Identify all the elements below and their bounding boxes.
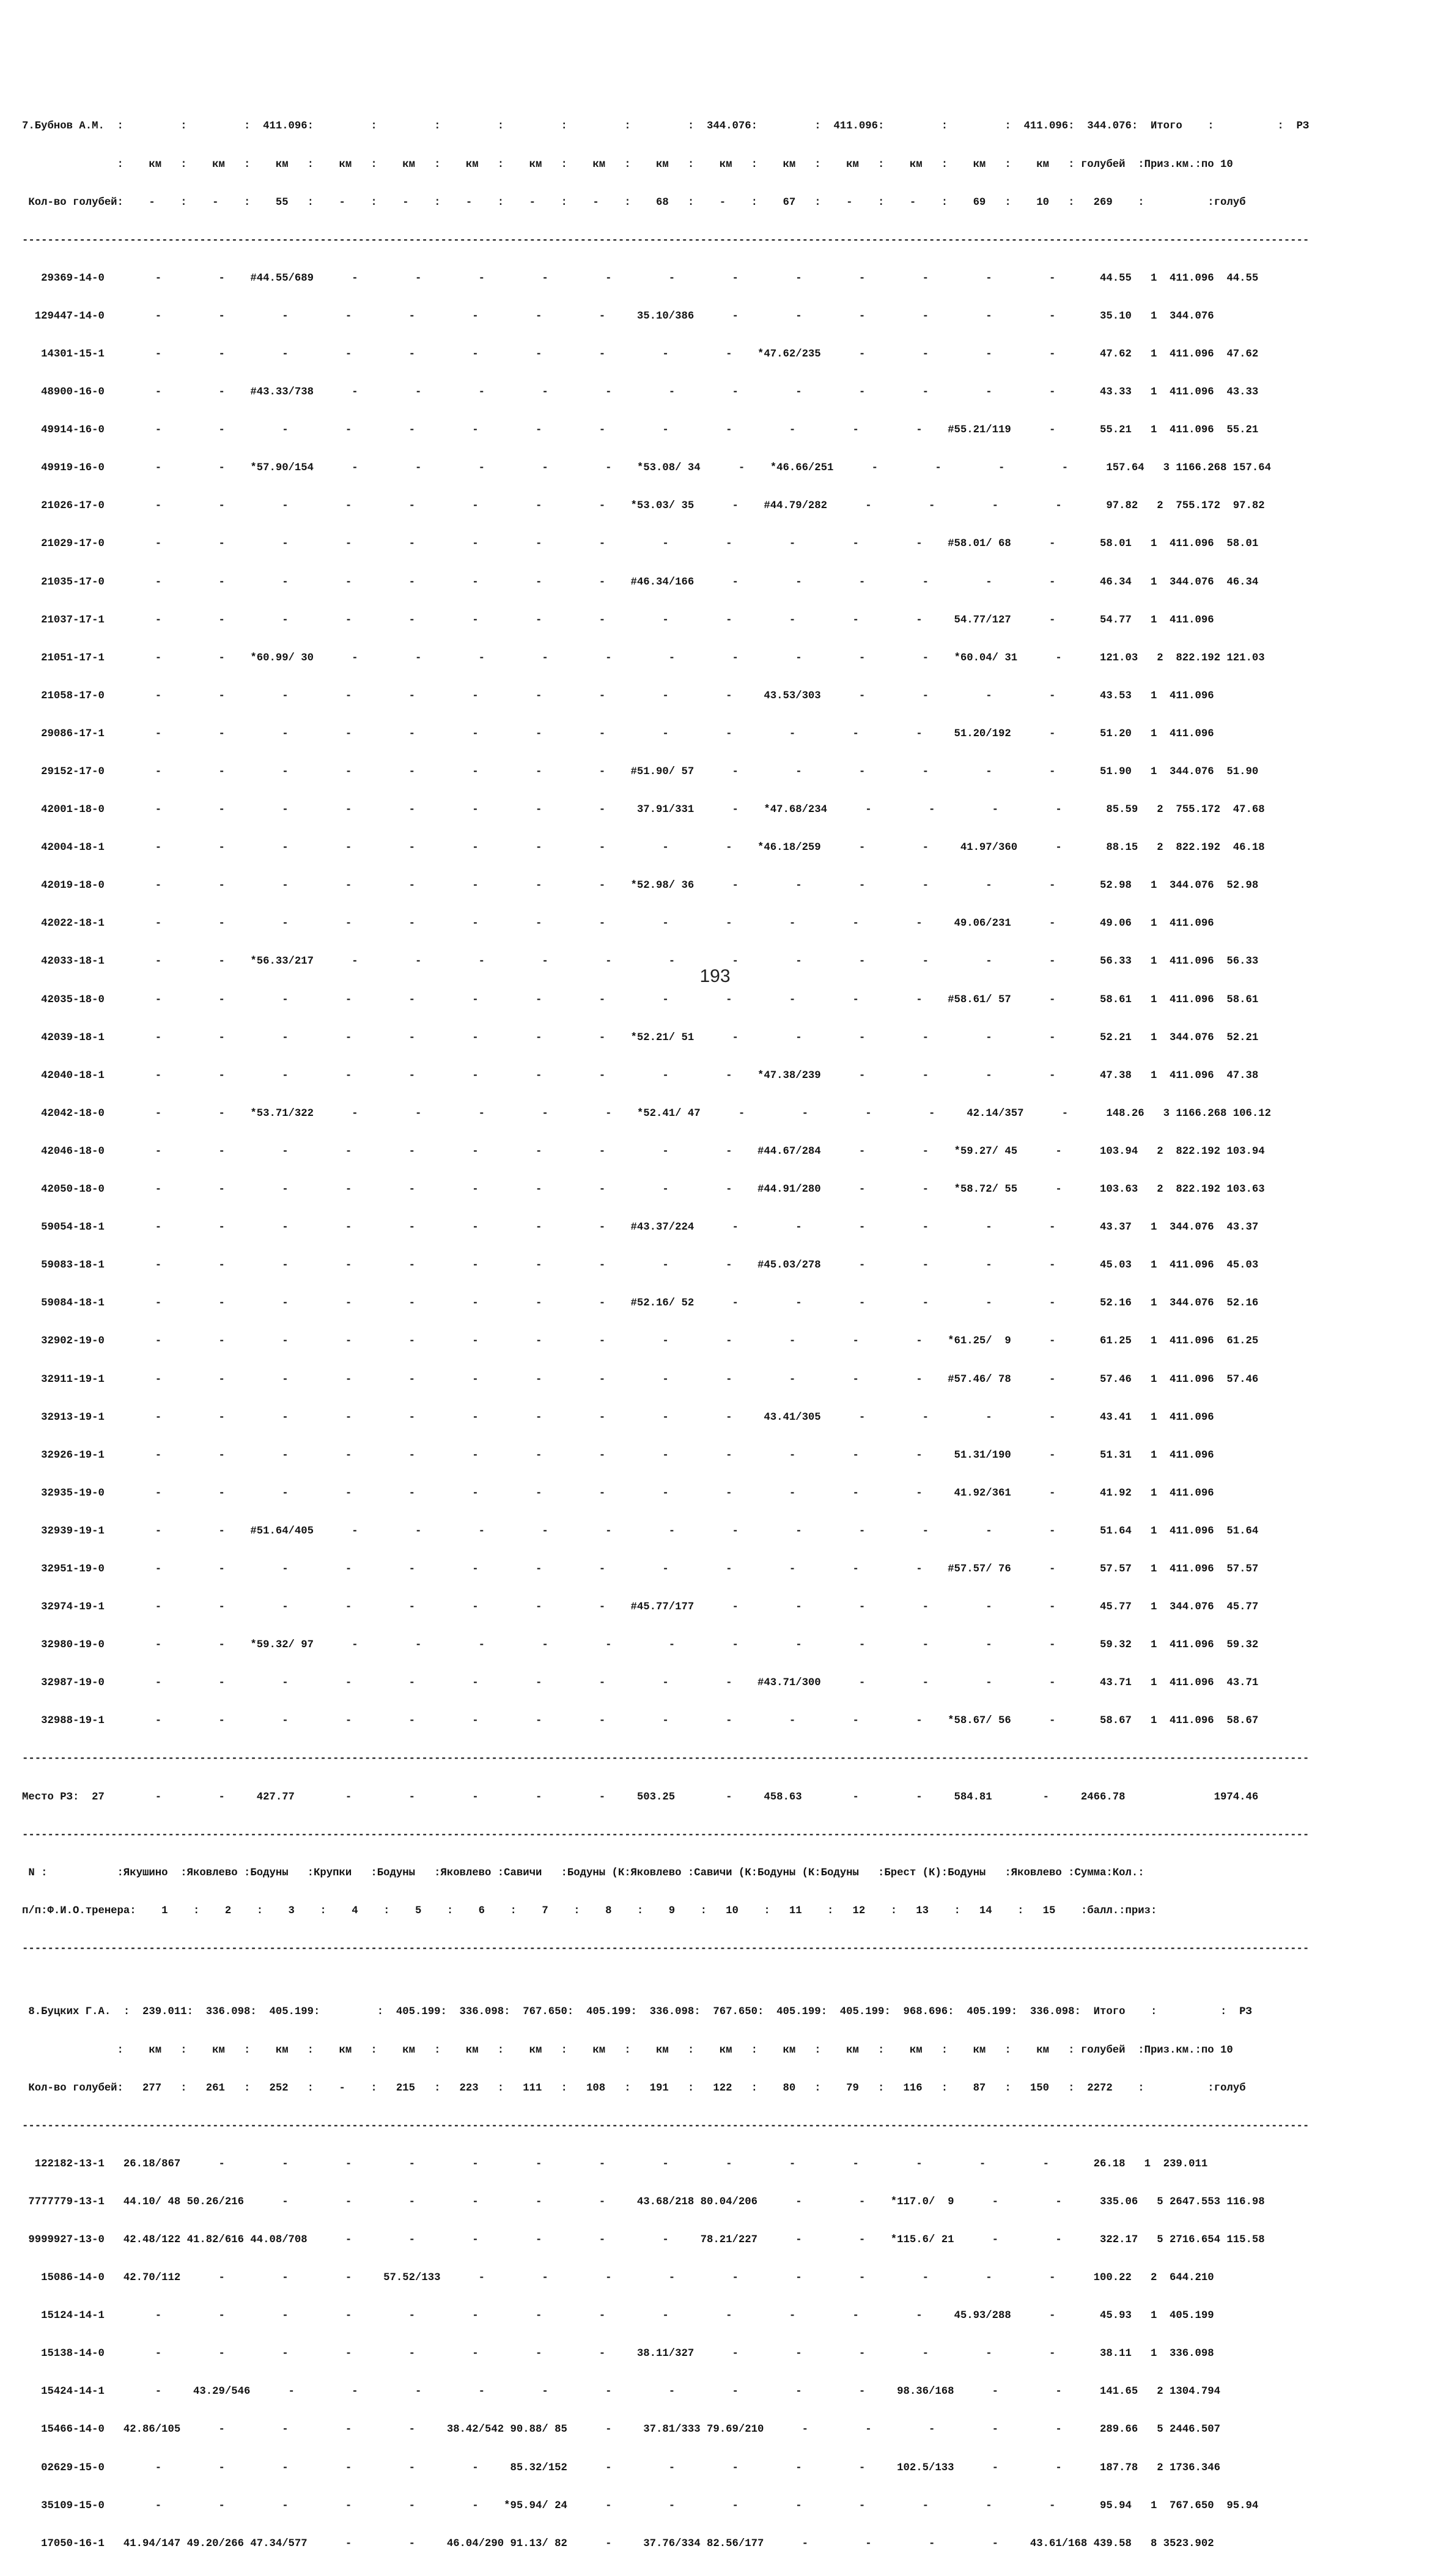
pigeon-row: 21051-17-1 - - *60.99/ 30 - - - - - - - - - - *60.04/ 31 - 121.03 2 822.192 121.03 xyxy=(22,652,1265,664)
column-header: п/п:Ф.И.О.тренера: 1 : 2 : 3 : 4 : 5 : 6 : 7 : 8 : 9 : 10 : 11 : 12 : 13 : 14 : 15 :балл.:приз: xyxy=(22,1905,1157,1917)
column-header: N : :Якушино :Яковлево :Бодуны :Крупки :Бодуны :Яковлево :Савичи :Бодуны (К:Яковлево :Савичи (К:Бодуны (К:Бодуны :Брест (К):Бодуны :Яковлево :Сумма:Кол.: xyxy=(22,1867,1144,1879)
pigeon-row: 32913-19-1 - - - - - - - - - - 43.41/305 - - - - 43.41 1 411.096 xyxy=(22,1411,1214,1423)
pigeon-row: 42042-18-0 - - *53.71/322 - - - - - *52.41/ 47 - - - - 42.14/357 - 148.26 3 1166.268 106.12 xyxy=(22,1107,1271,1120)
pigeon-row: 15086-14-0 42.70/112 - - - 57.52/133 - - - - - - - - - - 100.22 2 644.210 xyxy=(22,2272,1214,2284)
pigeon-row: 21029-17-0 - - - - - - - - - - - - - #58.01/ 68 - 58.01 1 411.096 58.01 xyxy=(22,538,1259,550)
pigeon-row: 32980-19-0 - - *59.32/ 97 - - - - - - - - - - - - 59.32 1 411.096 59.32 xyxy=(22,1639,1259,1652)
pigeon-row: 21035-17-0 - - - - - - - - #46.34/166 - - - - - - 46.34 1 344.076 46.34 xyxy=(22,576,1259,588)
pigeon-row: 29369-14-0 - - #44.55/689 - - - - - - - - - - - - 44.55 1 411.096 44.55 xyxy=(22,272,1259,284)
header-line: : км : км : км : км : км : км : км : км : км : км : км : км : км : км : км : голубей :Приз.км.:по 10 xyxy=(22,158,1233,171)
pigeon-row: 15424-14-1 - 43.29/546 - - - - - - - - - - 98.36/168 - - 141.65 2 1304.794 xyxy=(22,2386,1221,2398)
separator-line: ----------------------------------------------------------------------------------------------------------------------------------------------------------------------------------------------------------- xyxy=(22,1753,1310,1765)
pigeon-row: 32926-19-1 - - - - - - - - - - - - - 51.31/190 - 51.31 1 411.096 xyxy=(22,1449,1214,1461)
trainer-block-bubnov xyxy=(22,95,1422,1981)
header-line: : км : км : км : км : км : км : км : км : км : км : км : км : км : км : км : голубей :Приз.км.:по 10 xyxy=(22,2044,1233,2056)
pigeon-row: 49919-16-0 - - *57.90/154 - - - - - *53.08/ 34 - *46.66/251 - - - - 157.64 3 1166.268 157.64 xyxy=(22,462,1271,474)
pigeon-row: 49914-16-0 - - - - - - - - - - - - - #55.21/119 - 55.21 1 411.096 55.21 xyxy=(22,424,1259,437)
pigeon-row: 9999927-13-0 42.48/122 41.82/616 44.08/708 - - - - - - 78.21/227 - - *115.6/ 21 - - 322.17 5 2716.654 115.58 xyxy=(22,2234,1265,2246)
pigeon-row: 29152-17-0 - - - - - - - - #51.90/ 57 - - - - - - 51.90 1 344.076 51.90 xyxy=(22,766,1259,778)
pigeon-row: 59054-18-1 - - - - - - - - #43.37/224 - - - - - - 43.37 1 344.076 43.37 xyxy=(22,1222,1259,1234)
pigeon-row: 32988-19-1 - - - - - - - - - - - - - *58.67/ 56 - 58.67 1 411.096 58.67 xyxy=(22,1715,1259,1727)
pigeon-row: 42046-18-0 - - - - - - - - - - #44.67/284 - - *59.27/ 45 - 103.94 2 822.192 103.94 xyxy=(22,1145,1265,1157)
pigeon-row: 42050-18-0 - - - - - - - - - - #44.91/280 - - *58.72/ 55 - 103.63 2 822.192 103.63 xyxy=(22,1184,1265,1196)
separator-line: ----------------------------------------------------------------------------------------------------------------------------------------------------------------------------------------------------------- xyxy=(22,2120,1310,2132)
separator-line: ----------------------------------------------------------------------------------------------------------------------------------------------------------------------------------------------------------- xyxy=(22,234,1310,246)
pigeon-row: 02629-15-0 - - - - - - 85.32/152 - - - - - 102.5/133 - - 187.78 2 1736.346 xyxy=(22,2462,1221,2474)
pigeon-row: 21026-17-0 - - - - - - - - *53.03/ 35 - #44.79/282 - - - - 97.82 2 755.172 97.82 xyxy=(22,500,1265,512)
pigeon-row: 21037-17-1 - - - - - - - - - - - - - 54.77/127 - 54.77 1 411.096 xyxy=(22,614,1214,626)
pigeon-row: 42033-18-1 - - *56.33/217 - - - - - - - - - - - - 56.33 1 411.096 56.33 xyxy=(22,956,1259,968)
pigeon-row: 21058-17-0 - - - - - - - - - - 43.53/303 - - - - 43.53 1 411.096 xyxy=(22,690,1214,702)
header-line: 8.Буцких Г.А. : 239.011: 336.098: 405.199: : 405.199: 336.098: 767.650: 405.199: 336.098: 767.650: 405.199: 405.199: 968.696: 405.199: 336.098: Итого : : РЗ xyxy=(22,2006,1252,2018)
pigeon-row: 32911-19-1 - - - - - - - - - - - - - #57.46/ 78 - 57.46 1 411.096 57.46 xyxy=(22,1373,1259,1386)
pigeon-row: 42035-18-0 - - - - - - - - - - - - - #58.61/ 57 - 58.61 1 411.096 58.61 xyxy=(22,994,1259,1006)
pigeon-row: 59084-18-1 - - - - - - - - #52.16/ 52 - - - - - - 52.16 1 344.076 52.16 xyxy=(22,1297,1259,1310)
pigeon-row: 129447-14-0 - - - - - - - - 35.10/386 - - - - - - 35.10 1 344.076 xyxy=(22,310,1214,322)
pigeon-row: 42004-18-1 - - - - - - - - - - *46.18/259 - - 41.97/360 - 88.15 2 822.192 46.18 xyxy=(22,842,1265,854)
pigeon-row: 14301-15-1 - - - - - - - - - - *47.62/235 - - - - 47.62 1 411.096 47.62 xyxy=(22,348,1259,360)
pigeon-row: 42040-18-1 - - - - - - - - - - *47.38/239 - - - - 47.38 1 411.096 47.38 xyxy=(22,1069,1259,1082)
header-line: Кол-во голубей: - : - : 55 : - : - : - : - : - : 68 : - : 67 : - : - : 69 : 10 : 269 : :голуб xyxy=(22,196,1246,209)
pigeon-row: 42001-18-0 - - - - - - - - 37.91/331 - *47.68/234 - - - - 85.59 2 755.172 47.68 xyxy=(22,804,1265,816)
pigeon-row: 15466-14-0 42.86/105 - - - - 38.42/542 90.88/ 85 - 37.81/333 79.69/210 - - - - - 289.66 5 2446.507 xyxy=(22,2424,1221,2436)
pigeon-row: 32987-19-0 - - - - - - - - - - #43.71/300 - - - - 43.71 1 411.096 43.71 xyxy=(22,1677,1259,1689)
separator-line: ----------------------------------------------------------------------------------------------------------------------------------------------------------------------------------------------------------- xyxy=(22,1829,1310,1841)
header-line: 7.Бубнов А.М. : : : 411.096: : : : : : : 344.076: : 411.096: : : 411.096: 344.076: Итого : : РЗ xyxy=(22,120,1310,133)
pigeon-row: 122182-13-1 26.18/867 - - - - - - - - - - - - - - 26.18 1 239.011 xyxy=(22,2158,1208,2170)
pigeon-row: 29086-17-1 - - - - - - - - - - - - - 51.20/192 - 51.20 1 411.096 xyxy=(22,728,1214,740)
pigeon-row: 15124-14-1 - - - - - - - - - - - - - 45.93/288 - 45.93 1 405.199 xyxy=(22,2310,1214,2322)
page-number: 193 xyxy=(699,966,731,986)
pigeon-row: 15138-14-0 - - - - - - - - 38.11/327 - - - - - - 38.11 1 336.098 xyxy=(22,2348,1214,2360)
pigeon-row: 32935-19-0 - - - - - - - - - - - - - 41.92/361 - 41.92 1 411.096 xyxy=(22,1487,1214,1499)
pigeon-row: 32939-19-1 - - #51.64/405 - - - - - - - - - - - - 51.64 1 411.096 51.64 xyxy=(22,1525,1259,1537)
pigeon-row: 32951-19-0 - - - - - - - - - - - - - #57.57/ 76 - 57.57 1 411.096 57.57 xyxy=(22,1563,1259,1575)
separator-line: ----------------------------------------------------------------------------------------------------------------------------------------------------------------------------------------------------------- xyxy=(22,1943,1310,1955)
pigeon-row: 17050-16-1 41.94/147 49.20/266 47.34/577 - - 46.04/290 91.13/ 82 - 37.76/334 82.56/177 - - - - 43.61/168 439.58 8 3523.902 xyxy=(22,2537,1214,2550)
pigeon-row: 42039-18-1 - - - - - - - - *52.21/ 51 - - - - - - 52.21 1 344.076 52.21 xyxy=(22,1032,1259,1044)
pigeon-row: 42019-18-0 - - - - - - - - *52.98/ 36 - - - - - - 52.98 1 344.076 52.98 xyxy=(22,880,1259,892)
pigeon-row: 59083-18-1 - - - - - - - - - - #45.03/278 - - - - 45.03 1 411.096 45.03 xyxy=(22,1260,1259,1272)
total-row: Место РЗ: 27 - - 427.77 - - - - - 503.25 - 458.63 - - 584.81 - 2466.78 1974.46 xyxy=(22,1791,1259,1803)
header-line: Кол-во голубей: 277 : 261 : 252 : - : 215 : 223 : 111 : 108 : 191 : 122 : 80 : 79 : 116 : 87 : 150 : 2272 : :голуб xyxy=(22,2082,1246,2094)
pigeon-row: 42022-18-1 - - - - - - - - - - - - - 49.06/231 - 49.06 1 411.096 xyxy=(22,918,1214,930)
pigeon-row: 35109-15-0 - - - - - - *95.94/ 24 - - - - - - - - 95.94 1 767.650 95.94 xyxy=(22,2500,1259,2512)
trainer-block-butskikh xyxy=(22,1981,1422,2576)
pigeon-row: 32974-19-1 - - - - - - - - #45.77/177 - - - - - - 45.77 1 344.076 45.77 xyxy=(22,1601,1259,1614)
pigeon-row: 48900-16-0 - - #43.33/738 - - - - - - - - - - - - 43.33 1 411.096 43.33 xyxy=(22,386,1259,399)
pigeon-row: 7777779-13-1 44.10/ 48 50.26/216 - - - - - - 43.68/218 80.04/206 - - *117.0/ 9 - - 335.06 5 2647.553 116.98 xyxy=(22,2196,1265,2208)
results-listing xyxy=(22,95,1422,2576)
pigeon-row: 32902-19-0 - - - - - - - - - - - - - *61.25/ 9 - 61.25 1 411.096 61.25 xyxy=(22,1335,1259,1348)
